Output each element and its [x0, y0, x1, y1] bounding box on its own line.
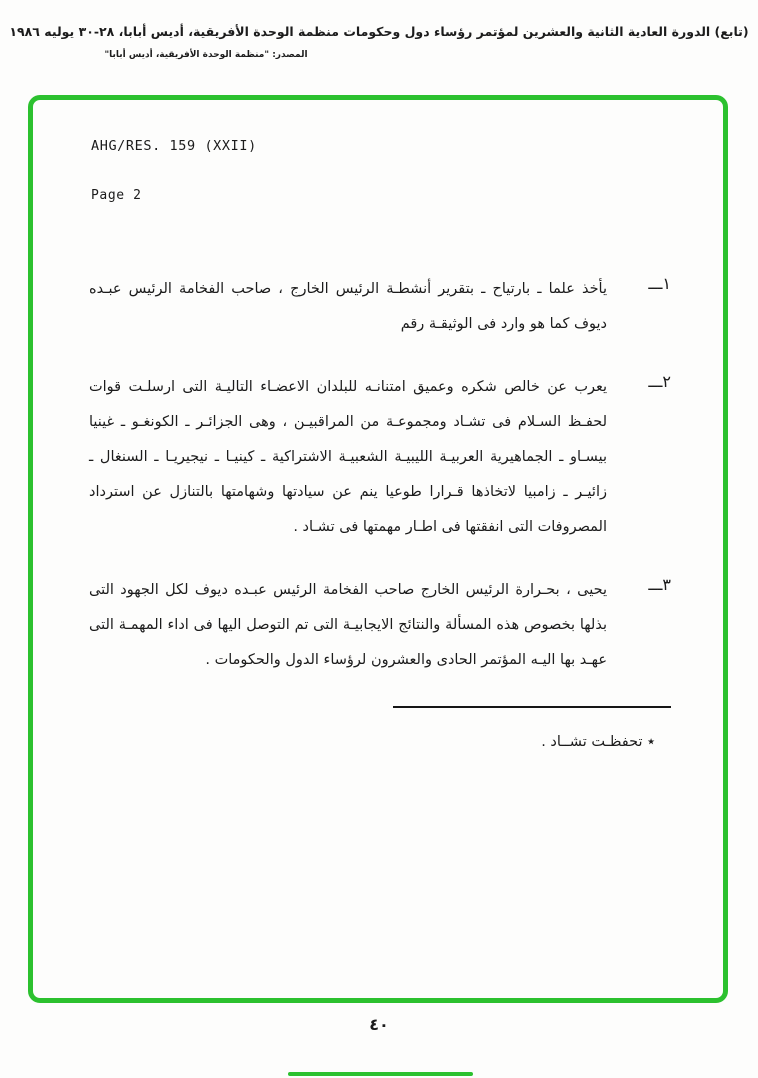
paragraph-text: يعرب عن خالص شكره وعميق امتنانـه للبلدان الاعضـاء التاليـة التى ارسلـت قوات لحفـظ السـلام فى تشـاد ومجموعـة من المراقبيـن ، وهى الجزائـر ـ الكونغـو ـ غينيا بيسـاو ـ الجماهيرية العربيـة الليبيـة الشعبيـة الاشتراكية ـ كينيـا ـ نيجيريـا ـ السنغال ـ زائيـر ـ زامبيا لاتخاذها قـرارا طوعيا ينم عن سيادتها وشهامتها بالتنازل عن استرداد المصروفات التى انفقتها فى اطـار مهمتها فى تشـاد .: [89, 379, 607, 535]
footnote-text: ٭ تحفظـت تشــاد .: [541, 734, 655, 750]
source-line: المصدر: "منظمة الوحدة الأفريقية، أديس أبابا": [104, 50, 308, 60]
paragraph-number: ٣ـــ: [648, 575, 671, 594]
document-page-label: Page 2: [91, 188, 142, 203]
paragraph-text: يحيى ، بحـرارة الرئيس الخارج صاحب الفخامة الرئيس عبـده ديوف لكل الجهود التى بذلها بخصوص هذه المسألة والنتائج الايجابيـة التى تم التوصل اليها فى اداء المهمـة التى عهـد بها اليـه المؤتمر الحادى والعشرون لرؤساء الدول والحكومات .: [89, 582, 607, 668]
paragraph-number: ١ـــ: [648, 274, 671, 293]
scan-edge-mark: [288, 1072, 473, 1076]
page-number: ٤٠: [369, 1015, 389, 1034]
footnote-separator: [393, 706, 671, 708]
paragraph-number: ٢ـــ: [648, 372, 671, 391]
document-paragraph: [89, 370, 671, 545]
session-title: (تابع) الدورة العادية الثانية والعشرين لمؤتمر رؤساء دول وحكومات منظمة الوحدة الأفريقية، أديس أبابا، ٢٨-٣٠ يوليه ١٩٨٦: [9, 24, 749, 39]
document-body: [89, 272, 671, 750]
paragraph-text: يأخذ علما ـ بارتياح ـ بتقرير أنشطـة الرئيس الخارج ، صاحب الفخامة الرئيس عبـده ديوف كما هو وارد فى الوثيقـة رقم: [89, 281, 607, 332]
document-reference: AHG/RES. 159 (XXII): [91, 138, 257, 154]
document-paragraph: [89, 573, 671, 678]
document-frame: [28, 95, 728, 1003]
document-paragraph: [89, 272, 671, 342]
